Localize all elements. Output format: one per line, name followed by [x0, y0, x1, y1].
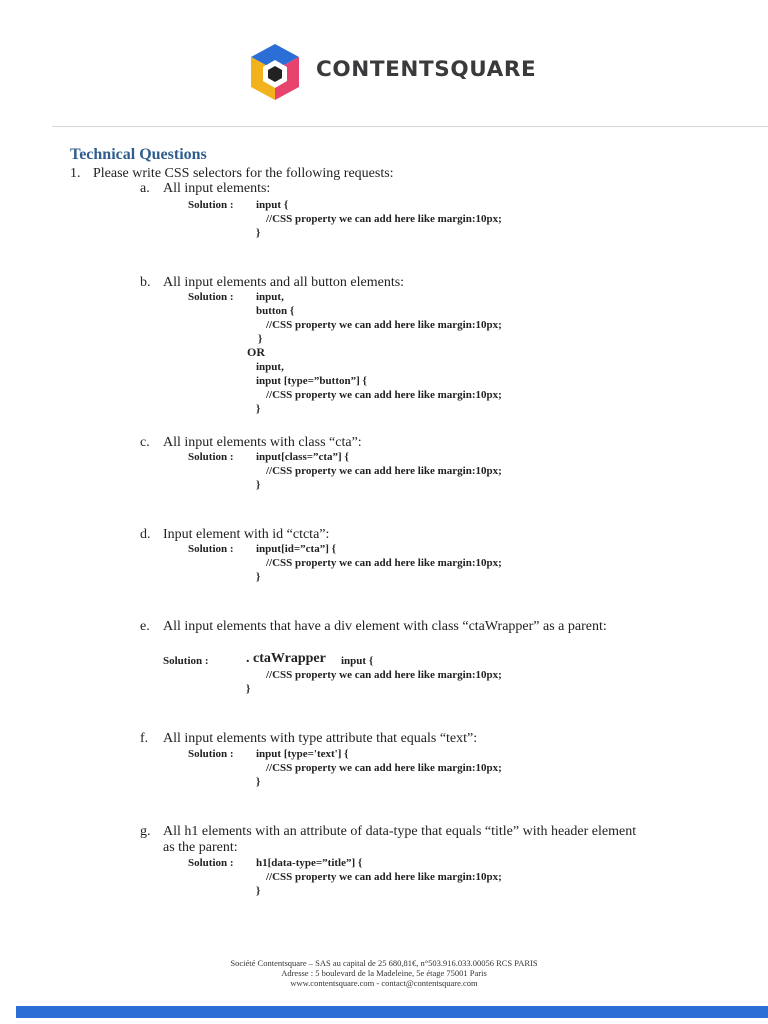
contentsquare-logo-icon [247, 42, 303, 104]
footer-address: Adresse : 5 boulevard de la Madeleine, 5e étage 75001 Paris [281, 968, 487, 978]
code-line: //CSS property we can add here like margin:10px; [266, 319, 502, 331]
item-letter: e. [140, 619, 150, 634]
solution-label: Solution : [188, 857, 234, 869]
footer-contact: www.contentsquare.com - contact@contentsquare.com [290, 978, 478, 988]
footer-bar [16, 1006, 768, 1018]
code-line: } [258, 333, 263, 345]
code-line: //CSS property we can add here like margin:10px; [266, 762, 502, 774]
code-line: //CSS property we can add here like margin:10px; [266, 669, 502, 681]
code-line: input [type='text'] { [256, 748, 349, 760]
code-line: h1[data-type=”title”] { [256, 857, 363, 869]
code-line: } [256, 227, 261, 239]
code-line: input, [256, 361, 284, 373]
brand-name: CONTENTSQUARE [316, 57, 537, 82]
section-title: Technical Questions [70, 146, 207, 163]
item-letter: a. [140, 181, 150, 196]
code-line: //CSS property we can add here like margin:10px; [266, 871, 502, 883]
solution-label: Solution : [188, 451, 234, 463]
code-line: OR [247, 345, 265, 359]
item-text: All input elements with type attribute that equals “text”: [163, 731, 478, 746]
question-number: 1. [70, 166, 81, 181]
code-line: //CSS property we can add here like margin:10px; [266, 213, 502, 225]
code-line: //CSS property we can add here like margin:10px; [266, 557, 502, 569]
code-line: } [256, 776, 261, 788]
item-letter: g. [140, 824, 151, 839]
item-text: All input elements with class “cta”: [163, 435, 362, 450]
item-letter: d. [140, 527, 151, 542]
code-line: } [256, 479, 261, 491]
code-line: } [256, 403, 261, 415]
code-line: } [246, 683, 251, 695]
code-line: } [256, 885, 261, 897]
item-text: All h1 elements with an attribute of data-type that equals “title” with header element [163, 824, 637, 839]
solution-label: Solution : [163, 655, 209, 667]
code-line: input, [256, 291, 284, 303]
code-line: } [256, 571, 261, 583]
footer-company-info: Société Contentsquare – SAS au capital de 25 680,81€, n°503.916.033.00056 RCS PARIS [230, 958, 538, 968]
item-text: All input elements: [163, 181, 271, 196]
code-line: //CSS property we can add here like margin:10px; [266, 389, 502, 401]
code-line: button { [256, 305, 295, 317]
item-text: All input elements that have a div element with class “ctaWrapper” as a parent: [163, 619, 607, 634]
code-line: //CSS property we can add here like margin:10px; [266, 465, 502, 477]
code-line: input [type=”button”] { [256, 375, 367, 387]
item-text-continued: as the parent: [163, 840, 238, 855]
code-line: input { [256, 199, 289, 211]
code-line: input[id=”cta”] { [256, 543, 336, 555]
solution-label: Solution : [188, 291, 234, 303]
question-intro: Please write CSS selectors for the following requests: [93, 166, 394, 181]
code-line: input[class=”cta”] { [256, 451, 349, 463]
code-line: . ctaWrapper [246, 651, 326, 666]
solution-label: Solution : [188, 543, 234, 555]
item-text: Input element with id “ctcta”: [163, 527, 330, 542]
header-divider [52, 126, 768, 127]
code-line: input { [341, 655, 374, 667]
item-letter: c. [140, 435, 150, 450]
solution-label: Solution : [188, 199, 234, 211]
item-text: All input elements and all button elements: [163, 275, 405, 290]
solution-label: Solution : [188, 748, 234, 760]
item-letter: b. [140, 275, 151, 290]
item-letter: f. [140, 731, 149, 746]
